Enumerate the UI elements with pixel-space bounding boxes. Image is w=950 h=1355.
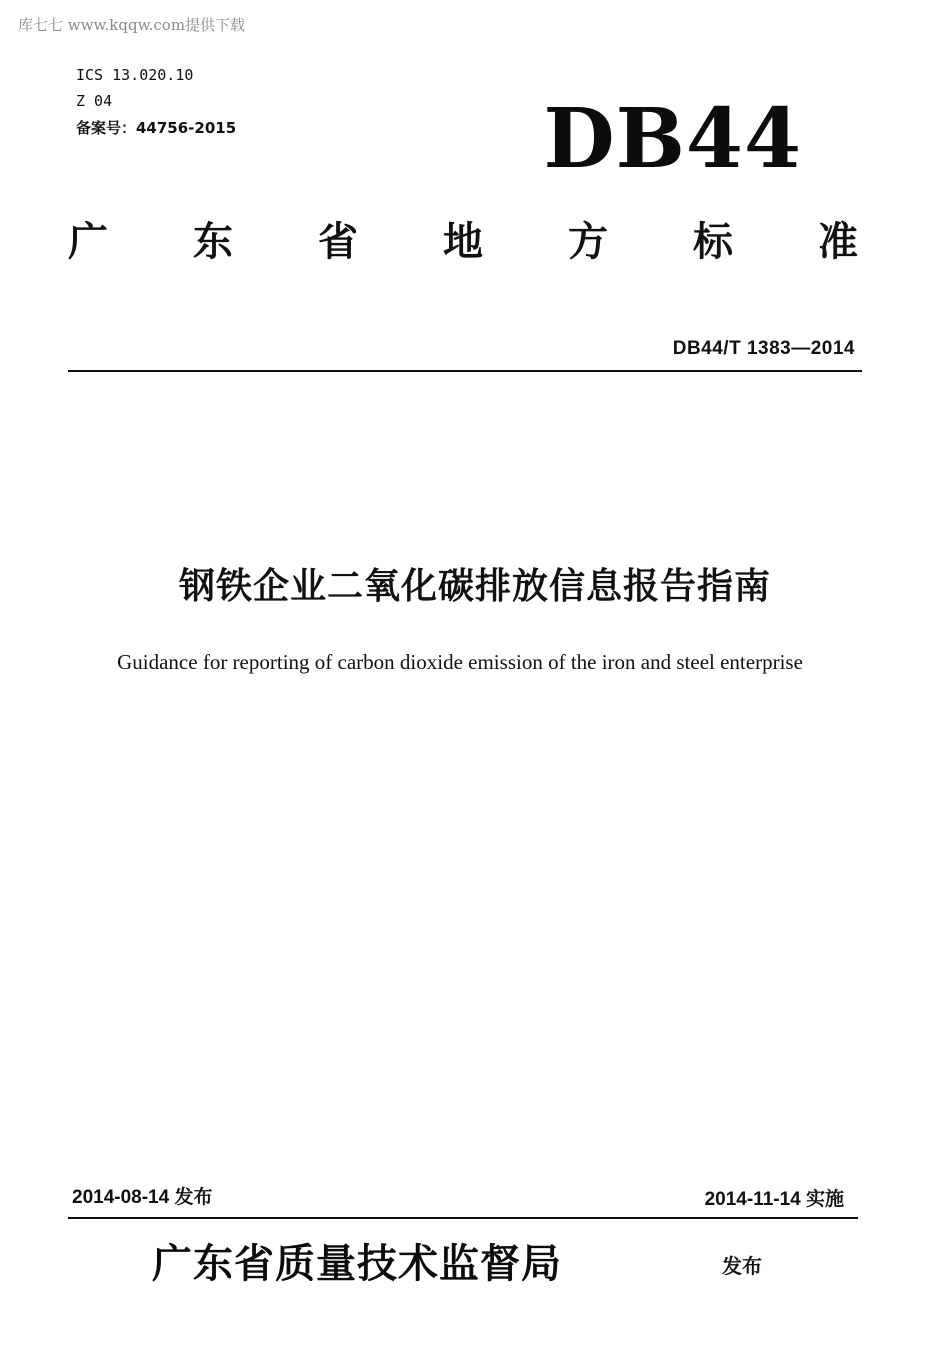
standard-type-char: 方 — [568, 219, 608, 265]
standard-type-char: 地 — [443, 219, 483, 265]
standard-type-char: 标 — [693, 219, 733, 265]
document-title-english: Guidance for reporting of carbon dioxide emission of the iron and steel enterprise — [117, 650, 803, 674]
standard-type-char: 准 — [818, 219, 858, 265]
footer-divider — [68, 1217, 858, 1219]
implementation-date: 2014-11-14 实施 — [704, 1189, 844, 1210]
issuer-action: 发布 — [722, 1254, 762, 1278]
standard-type-char: 广 — [68, 219, 108, 265]
standard-type-heading — [68, 218, 858, 266]
document-title-chinese: 钢铁企业二氧化碳排放信息报告指南 — [178, 566, 771, 607]
issuing-authority: 广东省质量技术监督局 — [152, 1240, 562, 1287]
issue-date: 2014-08-14 发布 — [72, 1187, 213, 1208]
standard-type-char: 东 — [193, 219, 233, 265]
classification-code: Z 04 — [76, 92, 113, 110]
db44-logo: DB44 — [543, 91, 802, 187]
watermark-text: 库七七 www.kqqw.com提供下载 — [18, 16, 246, 34]
header-divider — [68, 370, 862, 372]
standard-number: DB44/T 1383—2014 — [672, 338, 855, 359]
record-number: 备案号：44756-2015 — [76, 119, 237, 137]
standard-type-char: 省 — [318, 219, 358, 265]
ics-code: ICS 13.020.10 — [76, 66, 194, 84]
